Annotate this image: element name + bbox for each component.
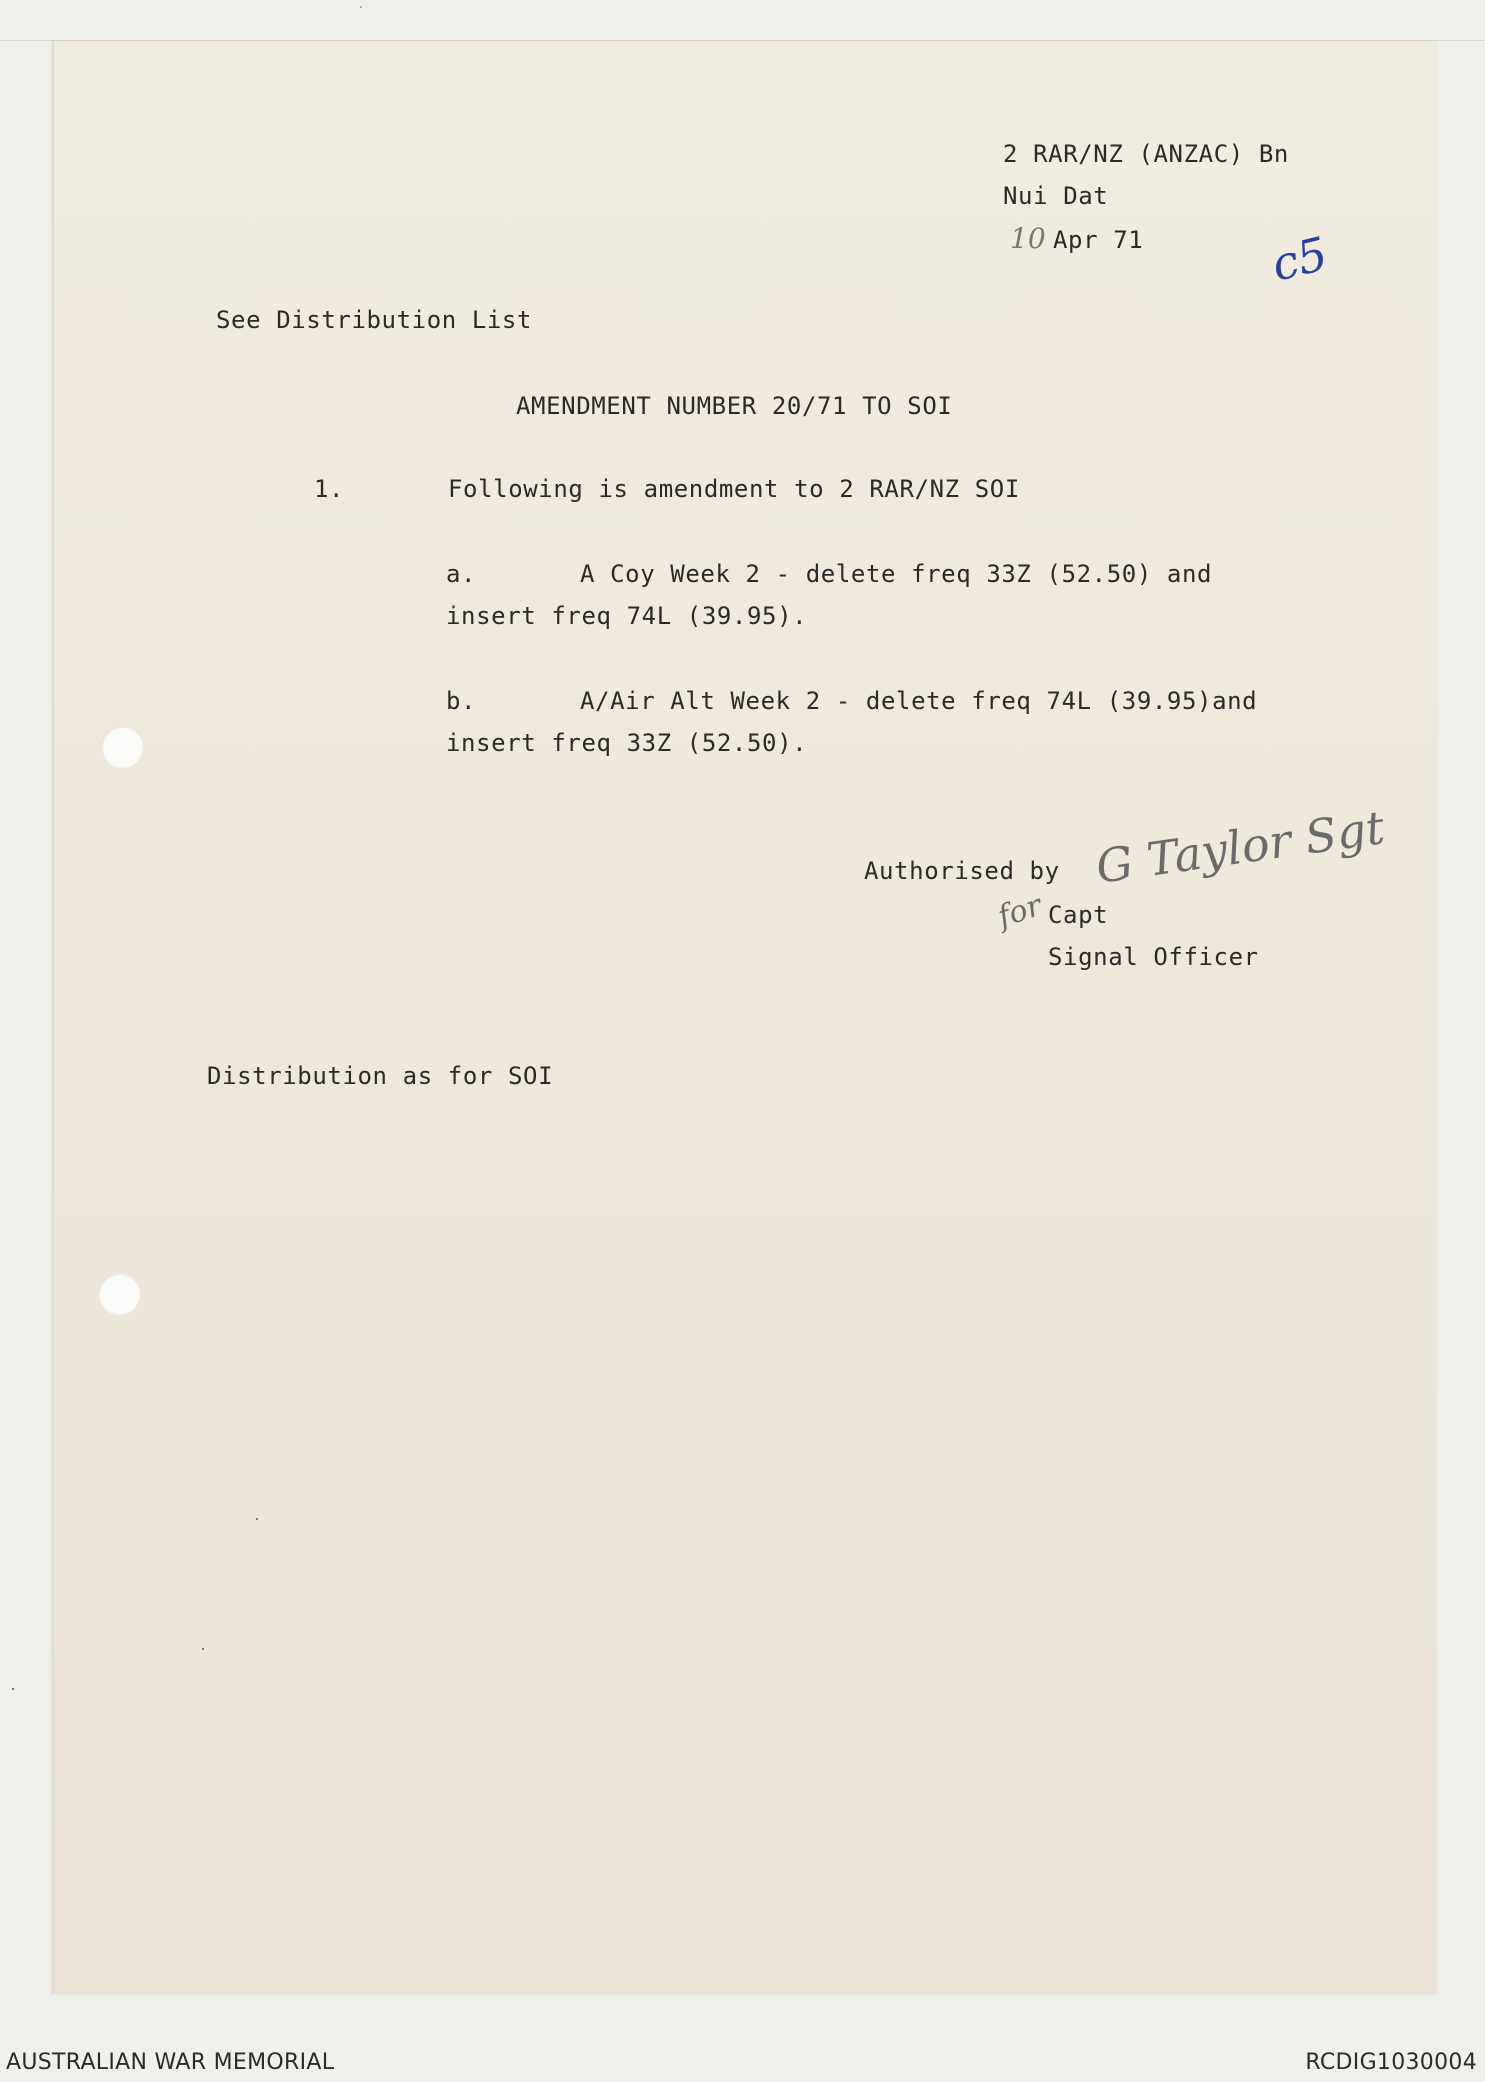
paragraph-number: 1. [314, 475, 345, 503]
paper-speck [202, 1648, 204, 1650]
distribution-note: Distribution as for SOI [207, 1062, 554, 1090]
paper-speck [12, 1688, 14, 1690]
item-b-label: b. [446, 687, 477, 715]
signatory-rank: Capt [1048, 901, 1109, 929]
item-b-line2: insert freq 33Z (52.50). [446, 729, 808, 757]
addressee: See Distribution List [216, 306, 533, 334]
document-title: AMENDMENT NUMBER 20/71 TO SOI [516, 392, 953, 420]
authorised-by-label: Authorised by [864, 857, 1060, 885]
letterhead-unit: 2 RAR/NZ (ANZAC) Bn [1003, 140, 1289, 168]
for-handwritten: for [993, 888, 1046, 935]
paper-speck [360, 6, 362, 8]
punch-hole-lower [98, 1273, 140, 1315]
item-a-line2: insert freq 74L (39.95). [446, 602, 808, 630]
paragraph-text: Following is amendment to 2 RAR/NZ SOI [448, 475, 1020, 503]
archive-credit: AUSTRALIAN WAR MEMORIAL [6, 2050, 335, 2075]
date-day-handwritten: 10 [1010, 222, 1046, 255]
letterhead-location: Nui Dat [1003, 182, 1109, 210]
archive-reference: RCDIG1030004 [1305, 2050, 1477, 2075]
punch-hole-upper [101, 726, 143, 768]
item-a-label: a. [446, 560, 477, 588]
item-a-line1: A Coy Week 2 - delete freq 33Z (52.50) and [580, 560, 1213, 588]
letterhead-date: Apr 71 [1053, 226, 1144, 254]
paper-speck [256, 1518, 258, 1520]
file-mark-handwritten: c5 [1266, 226, 1333, 292]
signatory-appointment: Signal Officer [1048, 943, 1259, 971]
signature-handwritten: G Taylor Sgt [1092, 800, 1388, 894]
paper-left-edge [52, 41, 54, 1994]
item-b-line1: A/Air Alt Week 2 - delete freq 74L (39.95)and [580, 687, 1258, 715]
